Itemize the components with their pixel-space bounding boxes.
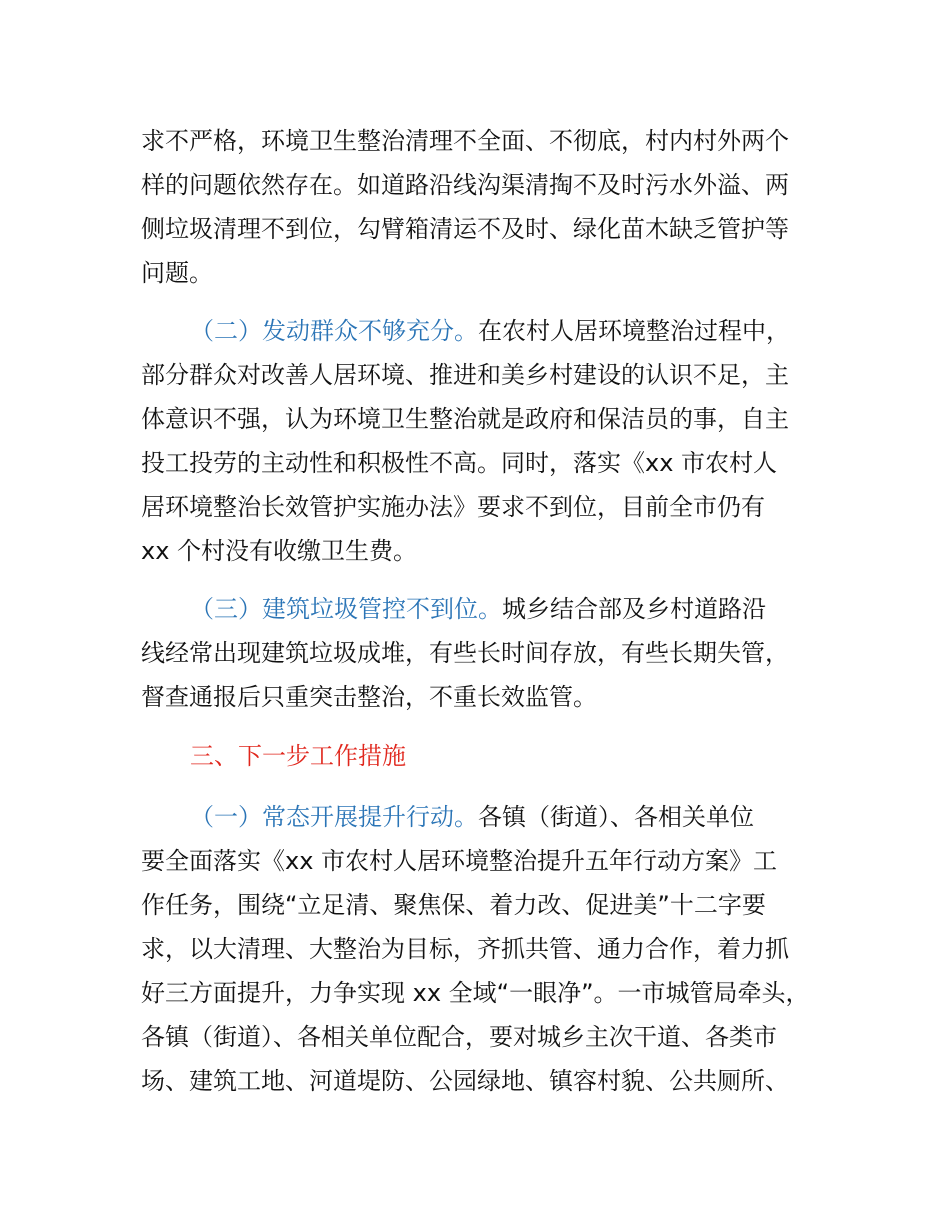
- text-line: 样的问题依然存在。如道路沿线沟渠清掏不及时污水外溢、两: [141, 171, 789, 199]
- paragraph-first-line: [190, 587, 766, 631]
- paragraph-text: 在农村人居环境整治过程中，: [478, 317, 790, 345]
- text-line: 体意识不强，认为环境卫生整治就是政府和保洁员的事，自主: [141, 405, 789, 433]
- subheading-mobilization: （二）发动群众不够充分。: [190, 317, 478, 345]
- paragraph-first-line: [190, 309, 790, 353]
- text-line: 要全面落实《xx 市农村人居环境整治提升五年行动方案》工: [141, 847, 778, 875]
- text-line: 求，以大清理、大整治为目标，齐抓共管、通力合作，着力抓: [141, 935, 789, 963]
- section-heading: 三、下一步工作措施: [190, 742, 406, 770]
- text-line: 作任务，围绕“立足清、聚焦保、着力改、促进美”十二字要: [141, 891, 766, 919]
- text-line: 居环境整治长效管护实施办法》要求不到位，目前全市仍有: [141, 493, 765, 521]
- text-line: 侧垃圾清理不到位，勾臂箱清运不及时、绿化苗木缺乏管护等: [141, 215, 789, 243]
- text-line: 投工投劳的主动性和积极性不高。同时，落实《xx 市农村人: [141, 449, 778, 477]
- text-line: 部分群众对改善人居环境、推进和美乡村建设的认识不足，主: [141, 361, 789, 389]
- subheading-regular-action: （一）常态开展提升行动。: [190, 803, 478, 831]
- text-line: 场、建筑工地、河道堤防、公园绿地、镇容村貌、公共厕所、: [141, 1067, 789, 1095]
- paragraph-first-line: [190, 795, 754, 839]
- text-line: 问题。: [141, 259, 213, 287]
- paragraph-text: 城乡结合部及乡村道路沿: [502, 595, 766, 623]
- text-line: 线经常出现建筑垃圾成堆，有些长时间存放，有些长期失管，: [141, 639, 789, 667]
- text-line: 求不严格，环境卫生整治清理不全面、不彻底，村内村外两个: [141, 127, 789, 155]
- text-line: 督查通报后只重突击整治，不重长效监管。: [141, 683, 597, 711]
- subheading-construction-waste: （三）建筑垃圾管控不到位。: [190, 595, 502, 623]
- text-line: 各镇（街道）、各相关单位配合，要对城乡主次干道、各类市: [141, 1023, 777, 1051]
- paragraph-text: 各镇（街道）、各相关单位: [478, 803, 754, 831]
- text-line: 好三方面提升，力争实现 xx 全域“一眼净”。一市城管局牵头，: [141, 979, 810, 1007]
- text-line: xx 个村没有收缴卫生费。: [141, 537, 418, 565]
